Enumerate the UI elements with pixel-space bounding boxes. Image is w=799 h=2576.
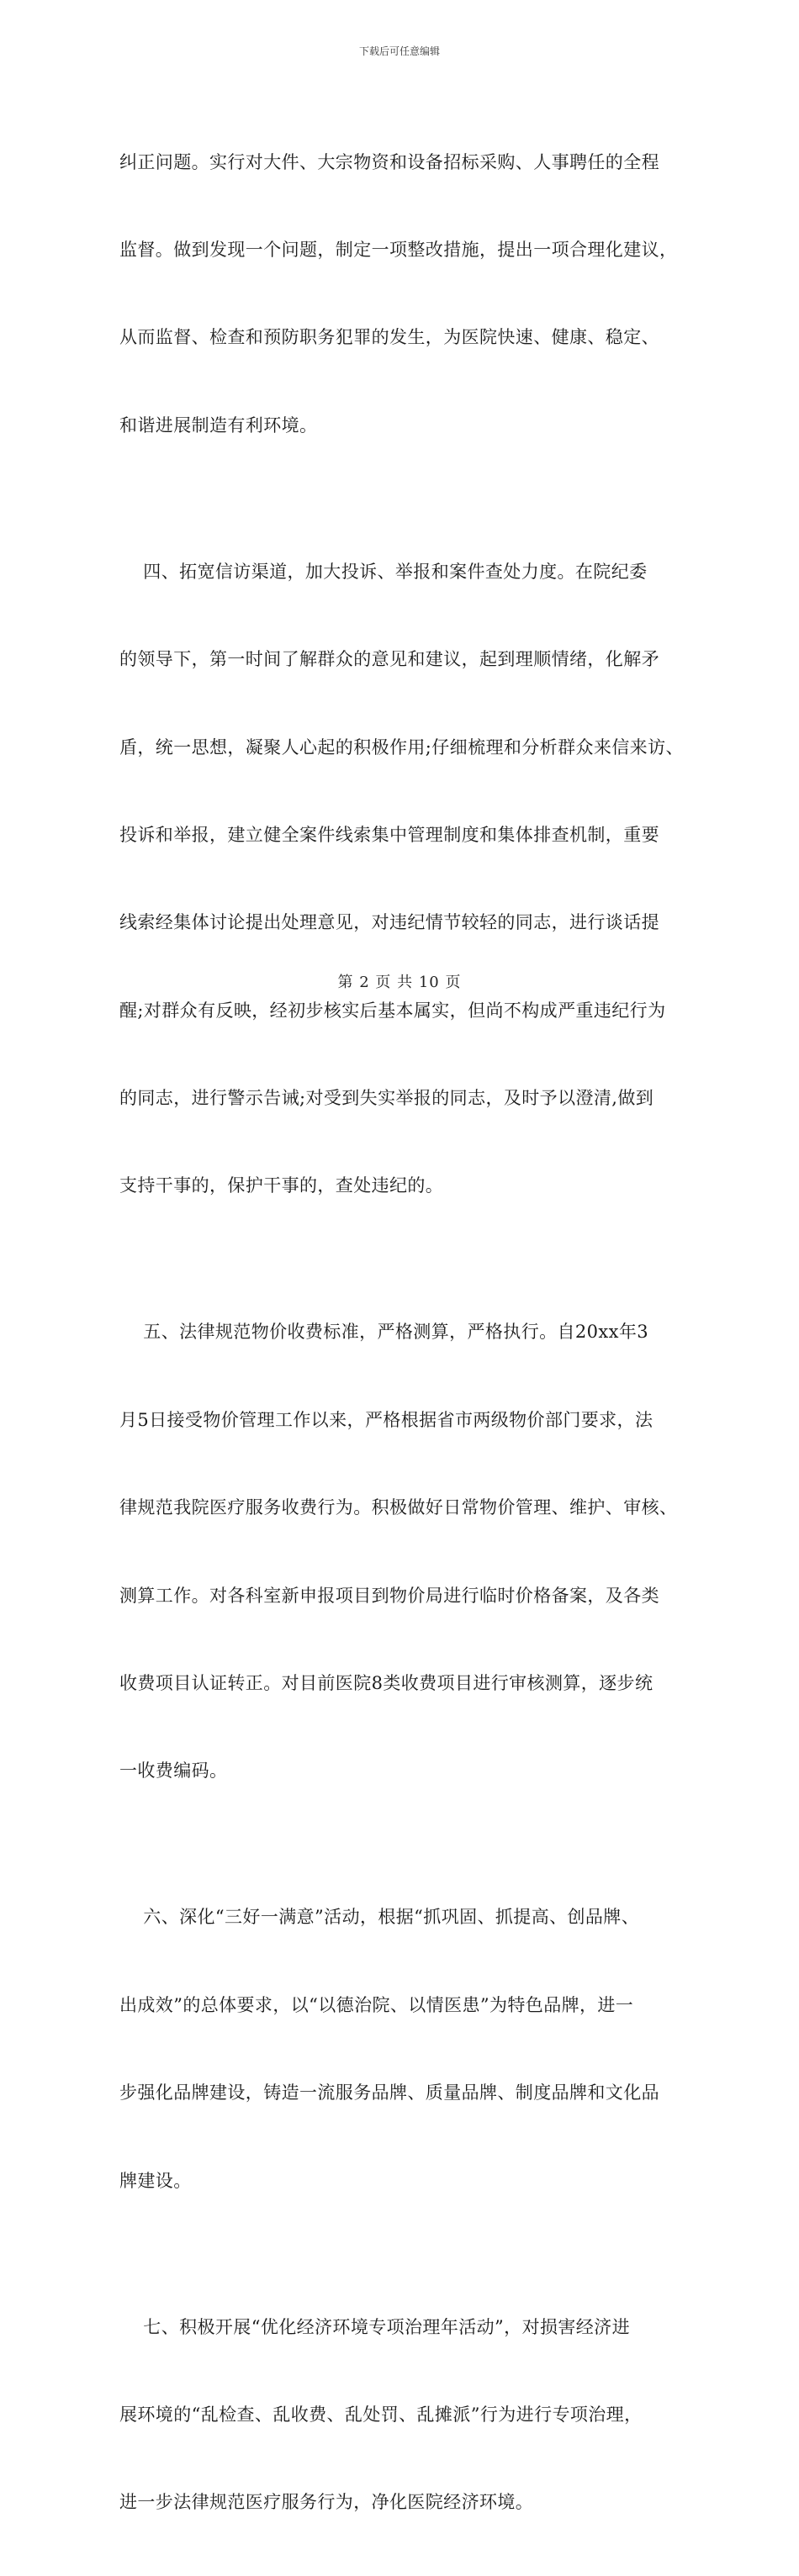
text-line: 展环境的“乱检查、乱收费、乱处罚、乱摊派”行为进行专项治理， (119, 2404, 643, 2425)
page-header: 下载后可任意编辑 (358, 45, 440, 57)
text-line: 投诉和举报，建立健全案件线索集中管理制度和集体排查机制，重要 (119, 824, 659, 845)
text-line: 收费项目认证转正。对目前医院8类收费项目进行审核测算，逐步统 (119, 1673, 653, 1694)
text-line: 测算工作。对各科室新申报项目到物价局进行临时价格备案，及各类 (119, 1585, 659, 1606)
paragraph-section-6 (119, 1845, 700, 2254)
page-number-footer: 第 2 页 共 10 页 (337, 974, 462, 991)
text-line: 律规范我院医疗服务收费行为。积极做好日常物价管理、维护、审核、 (119, 1497, 678, 1518)
text-line: 月5日接受物价管理工作以来，严格根据省市两级物价部门要求，法 (119, 1409, 653, 1430)
text-line: 纠正问题。实行对大件、大宗物资和设备招标采购、人事聘任的全程 (119, 151, 659, 172)
text-line: 和谐进展制造有利环境。 (119, 414, 318, 435)
text-line: 的同志，进行警示告诫;对受到失实举报的同志，及时予以澄清,做到 (119, 1088, 654, 1109)
text-line: 进一步法律规范医疗服务行为，净化医院经济环境。 (119, 2492, 534, 2513)
paragraph-section-7 (119, 2254, 700, 2576)
paragraph-section-4 (119, 499, 700, 1259)
document-body (119, 89, 700, 2576)
text-line: 监督。做到发现一个问题，制定一项整改措施，提出一项合理化建议， (119, 239, 678, 260)
text-line: 醒;对群众有反映，经初步核实后基本属实，但尚不构成严重违纪行为 (119, 1000, 666, 1021)
text-line: 支持干事的，保护干事的，查处违纪的。 (119, 1175, 444, 1196)
text-line: 一收费编码。 (119, 1760, 228, 1782)
text-line: 线索经集体讨论提出处理意见，对违纪情节较轻的同志，进行谈话提 (119, 912, 659, 933)
text-line: 盾，统一思想，凝聚人心起的积极作用;仔细梳理和分析群众来信来访、 (119, 736, 684, 757)
text-line: 从而监督、检查和预防职务犯罪的发生，为医院快速、健康、稳定、 (119, 327, 659, 348)
text-line: 四、拓宽信访渠道，加大投诉、举报和案件查处力度。在院纪委 (119, 561, 648, 582)
text-line: 七、积极开展“优化经济环境专项治理年活动”，对损害经济进 (119, 2316, 630, 2337)
paragraph-continuation (119, 89, 700, 499)
text-line: 六、深化“三好一满意”活动，根据“抓巩固、抓提高、创品牌、 (119, 1907, 640, 1928)
text-line: 出成效”的总体要求，以“以德治院、以情医患”为特色品牌，进一 (119, 1994, 634, 2015)
text-line: 的领导下，第一时间了解群众的意见和建议，起到理顺情绪，化解矛 (119, 649, 659, 670)
paragraph-section-5 (119, 1259, 700, 1845)
text-line: 牌建设。 (119, 2170, 192, 2191)
text-line: 五、法律规范物价收费标准，严格测算，严格执行。自20xx年3 (119, 1322, 649, 1343)
text-line: 步强化品牌建设，铸造一流服务品牌、质量品牌、制度品牌和文化品 (119, 2082, 659, 2104)
